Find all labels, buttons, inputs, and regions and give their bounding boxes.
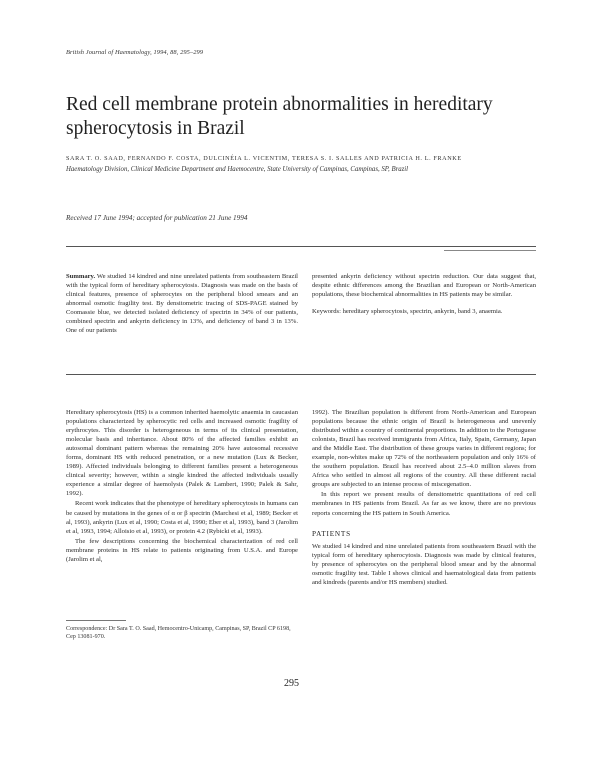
correspondence-footnote: Correspondence: Dr Sara T. O. Saad, Hemocentro-Unicamp, Campinas, SP, Brazil CP 6198, Cep 13081-970.: [66, 626, 291, 641]
rule-summary-short: [444, 250, 536, 251]
article-title: Red cell membrane protein abnormalities in hereditary spherocytosis in Brazil: [66, 94, 493, 139]
body-paragraph-2: Recent work indicates that the phenotype of hereditary spherocytosis in humans can be caused by mutations in the genes of α or β spectrin (Marchesi et al, 1989; Becker et al, 1993), ankyrin (Lux et al, 1990; Costa et al, 1990; Eber et al, 1993), band 3 (Jarolim et al, 1993, 1994; Alloisio et al, 1993), or protein 4.2 (Rybicki et al, 1993).: [66, 500, 298, 535]
summary-left-column: [66, 272, 298, 335]
body-right-column: [312, 408, 536, 587]
keywords: Keywords: hereditary spherocytosis, spectrin, ankyrin, band 3, anaemia.: [312, 308, 503, 316]
affiliation: Haematology Division, Clinical Medicine Department and Haemocentre, State University of Campinas, Campinas, SP, Brazil: [66, 166, 409, 173]
body-paragraph-3: The few descriptions concerning the biochemical characterization of red cell membrane proteins in HS relate to patients originating from U.S.A. and Europe (Jarolim et al,: [66, 537, 298, 563]
body-paragraph-1: Hereditary spherocytosis (HS) is a common inherited haemolytic anaemia in caucasian populations characterized by spherocytic red cells and increased osmotic fragility of erythrocytes. This disorder is heterogeneous in terms of its clinical presentation, molecular basis and inheritance. About 80% of the affected families exhibit an autosomal dominant pattern whereas the remaining 20% have autosomal recessive forms, dominant HS with reduced penetration, or a new mutation (Lux & Becker, 1989). Affected individuals belonging to different families present a heterogeneous clinical severity; however, within a single kindred the affected individuals usually experience a similar degree of haemolysis (Palek & Lambert, 1990; Palek & Sahr, 1992).: [66, 409, 298, 498]
summary-label: Summary.: [66, 273, 96, 280]
summary-text: We studied 14 kindred and nine unrelated patients from southeastern Brazil with the typical form of hereditary spherocytosis. Diagnosis was made on the basis of clinical features, presence of spherocytes on the peripheral blood smears and an abnormal osmotic fragility test. By densitometric tracing of SDS-PAGE stained by Coomassie blue, we detected isolated deficiency of spectrin in 34% of our patients, combined spectrin and ankyrin deficiency in 13%, and deficiency of band 3 in 13%. One of our patients: [66, 273, 298, 335]
body-paragraph-5: In this report we present results of densitometric quantitations of red cell membranes in HS patients from Brazil. As far as we know, there are no previous reports concerning the HS pattern in South America.: [312, 491, 536, 517]
footnote-rule: [66, 620, 126, 621]
page-number: 295: [284, 678, 299, 689]
body-left-column: [66, 408, 298, 564]
rule-summary-top: [66, 246, 536, 247]
summary-right-column: [312, 272, 536, 316]
summary-paragraph: [66, 272, 298, 335]
body-paragraph-4: 1992). The Brazilian population is different from North-American and European populations because the ethnic origin of Brazil is heterogeneous and unevenly distributed within a country of continental proportions. In addition to the Portuguese colonists, Brazil has received immigrants from Africa, Italy, Spain, Germany, Japan and the Middle East. The distribution of these groups varies in different regions; for example, non-whites make up 72% of the northeastern population and only 16% of the southern population. Brazil has received about 2.5–4.0 million slaves from Africa who settled in almost all regions of the country. All these different racial groups are subjected to an intense process of miscegenation.: [312, 409, 536, 489]
journal-citation: British Journal of Haematology, 1994, 88, 295–299: [66, 49, 204, 56]
summary-continuation: presented ankyrin deficiency without spectrin reduction. Our data suggest that, despite ethnic differences among the Brazilian and European or North-American populations, these biochemical abnormalities in HS patients may be similar.: [312, 273, 536, 299]
body-paragraph-6: We studied 14 kindred and nine unrelated patients from southeastern Brazil with the typical form of hereditary spherocytosis. Diagnosis was made by clinical features, by presence of spherocytes on the peripheral blood smear and by the abnormal osmotic fragility test. Table I shows clinical and haematological data from patients and kindreds (parents and/or HS members) studied.: [312, 542, 536, 586]
received-date: Received 17 June 1994; accepted for publication 21 June 1994: [66, 214, 248, 222]
section-heading-patients: PATIENTS: [312, 529, 351, 538]
author-list: SARA T. O. SAAD, FERNANDO F. COSTA, DULCINÉIA L. VICENTIM, TERESA S. I. SALLES AND PATRICIA H. L. FRANKE: [66, 155, 462, 162]
rule-summary-bottom: [66, 374, 536, 375]
